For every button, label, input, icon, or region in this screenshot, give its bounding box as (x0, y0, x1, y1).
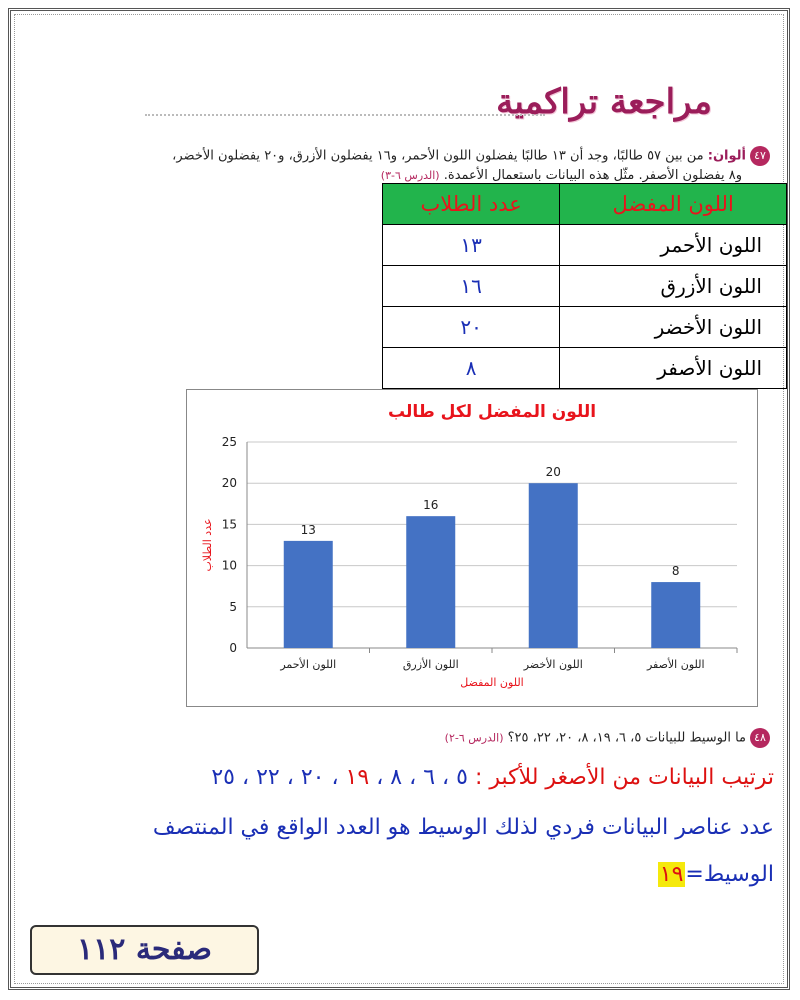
table-header-count: عدد الطلاب (383, 184, 560, 225)
answer-sorted-median: ١٩ (345, 765, 370, 790)
answer-line-median (658, 862, 774, 887)
table-cell-label: اللون الأزرق (560, 266, 787, 307)
lesson-ref: (الدرس ٦-٢) (444, 731, 504, 745)
table-cell-value: ١٦ (383, 266, 560, 307)
bar (284, 541, 333, 648)
answer-sorted-c: ، ٢٠ ، ٢٢ ، ٢٥ (211, 765, 339, 790)
table-cell-value: ٢٠ (383, 307, 560, 348)
table-cell-value: ١٣ (383, 225, 560, 266)
x-tick-label: اللون الأحمر (280, 658, 337, 671)
question-number-badge: ٤٧ (750, 146, 770, 166)
table-cell-value: ٨ (383, 348, 560, 389)
lesson-ref: (الدرس ٦-٣) (380, 169, 440, 182)
section-title: مراجعة تراكمية (496, 82, 712, 122)
table-cell-label: اللون الأخضر (560, 307, 787, 348)
table-cell-label: اللون الأصفر (560, 348, 787, 389)
question-text: ما الوسيط للبيانات ٥، ٦، ١٩، ٨، ٢٠، ٢٢، ٢٥؟ (507, 730, 746, 746)
bar (651, 582, 700, 648)
x-axis-label: اللون المفضل (460, 676, 524, 689)
y-tick-label: 5 (229, 599, 237, 614)
bar (406, 516, 455, 648)
question-number-badge: ٤٨ (750, 728, 770, 748)
x-tick-label: اللون الأزرق (402, 658, 459, 671)
table-row (383, 225, 787, 266)
bar-data-label: 8 (671, 564, 680, 579)
bar-chart-svg (187, 390, 757, 706)
bar-data-label: 20 (545, 465, 561, 480)
x-tick-label: اللون الأخضر (523, 658, 583, 671)
y-tick-label: 25 (221, 435, 237, 449)
answer-median-value: ١٩ (659, 862, 684, 887)
y-axis-label: عدد الطلاب (201, 518, 214, 572)
page-number-label: صفحة ١١٢ (30, 925, 259, 975)
table-cell-label: اللون الأحمر (560, 225, 787, 266)
y-tick-label: 20 (221, 476, 237, 491)
table-row (383, 307, 787, 348)
x-tick-label: اللون الأصفر (646, 658, 705, 671)
question-text-line1: من بين ٥٧ طالبًا، وجد أن ١٣ طالبًا يفضلون اللون الأحمر، و١٦ يفضلون الأزرق، و٢٠ يفضلون الأخضر، (172, 148, 704, 164)
question-keyword: ألوان: (707, 148, 746, 164)
answer-line-explanation: عدد عناصر البيانات فردي لذلك الوسيط هو العدد الواقع في المنتصف (152, 815, 774, 840)
answer-line-sorted (211, 765, 774, 790)
y-tick-label: 10 (221, 558, 237, 573)
question-text-line2: و٨ يفضلون الأصفر. مثّل هذه البيانات باستعمال الأعمدة. (443, 168, 742, 183)
question-48 (445, 728, 770, 748)
answer-sorted-a: ٥ ، ٦ ، ٨ ، (376, 765, 468, 790)
table-row (383, 348, 787, 389)
y-tick-label: 15 (221, 517, 237, 532)
y-tick-label: 0 (229, 641, 237, 655)
table-header-row (383, 184, 787, 225)
bar-data-label: 16 (423, 498, 439, 513)
bar (529, 483, 578, 648)
answer-median-prefix: الوسيط= (685, 862, 774, 887)
chart-title: اللون المفضل لكل طالب (387, 402, 597, 422)
table-header-color: اللون المفضل (560, 184, 787, 225)
bar-data-label: 13 (300, 522, 316, 537)
table-row (383, 266, 787, 307)
bar-chart (186, 389, 758, 707)
answer-sorted-prefix: ترتيب البيانات من الأصغر للأكبر : (474, 765, 774, 790)
title-divider (145, 114, 545, 116)
data-table (382, 183, 787, 389)
question-47 (30, 146, 770, 185)
